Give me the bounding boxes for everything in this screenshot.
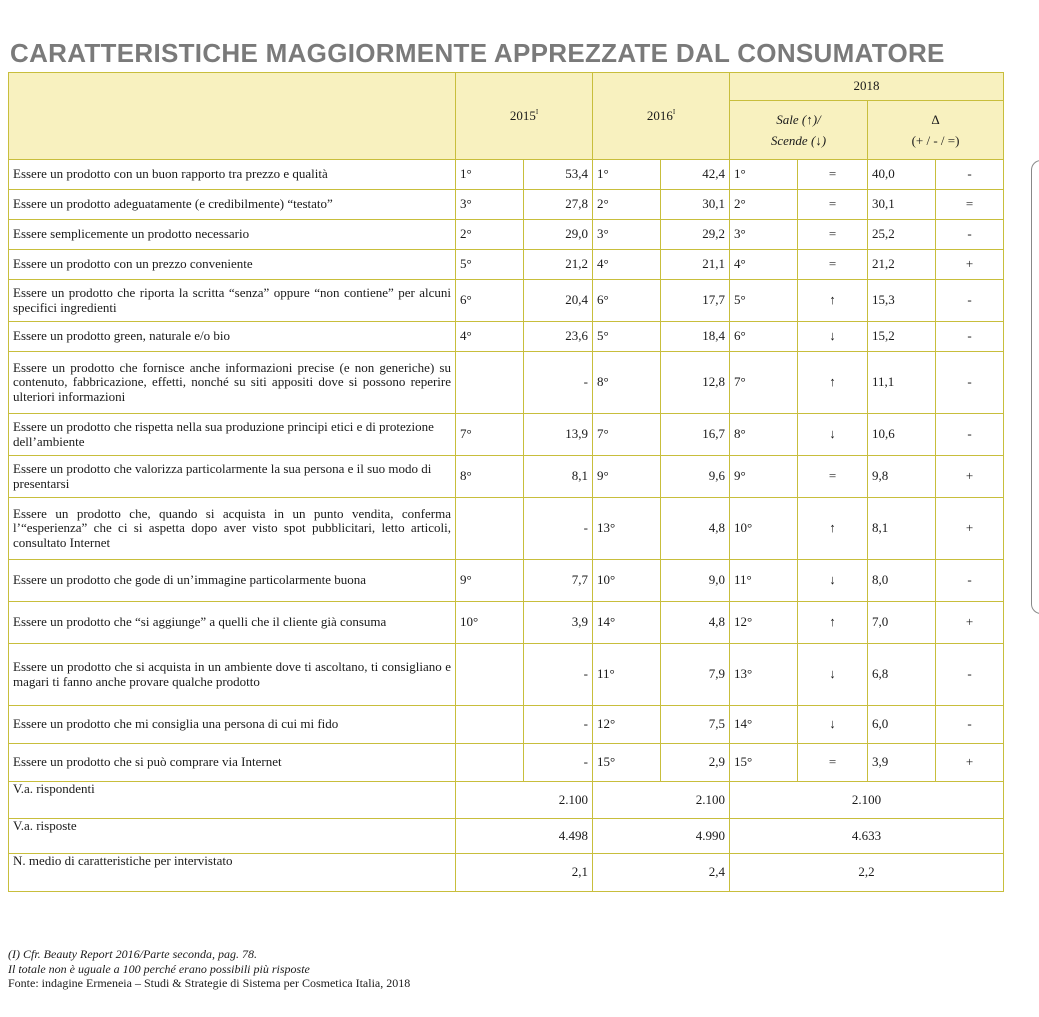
- feature-label: Essere un prodotto che rispetta nella sua produzione principi etici e di protezione dell’ambiente: [9, 414, 456, 456]
- value-2015: 21,2: [524, 250, 593, 280]
- value-2015: 27,8: [524, 190, 593, 220]
- rank-2015: 1°: [456, 160, 524, 190]
- delta-2018: -: [936, 414, 1004, 456]
- value-2015: 3,9: [524, 602, 593, 644]
- value-2018: 9,8: [868, 456, 936, 498]
- value-2018: 15,2: [868, 322, 936, 352]
- delta-2018: +: [936, 602, 1004, 644]
- rank-2016: 6°: [593, 280, 661, 322]
- value-2016: 4,8: [661, 602, 730, 644]
- rank-2016: 2°: [593, 190, 661, 220]
- rank-2016: 15°: [593, 744, 661, 782]
- delta-2018: +: [936, 250, 1004, 280]
- feature-label: Essere un prodotto con un prezzo conveniente: [9, 250, 456, 280]
- rank-2018: 10°: [730, 498, 798, 560]
- rank-2016: 13°: [593, 498, 661, 560]
- trend-2018: =: [798, 744, 868, 782]
- rank-2015: 9°: [456, 560, 524, 602]
- footnote-1: (I) Cfr. Beauty Report 2016/Parte seconda, pag. 78.: [8, 947, 257, 961]
- rank-2016: 12°: [593, 706, 661, 744]
- delta-2018: -: [936, 560, 1004, 602]
- rank-2018: 6°: [730, 322, 798, 352]
- source-note: Fonte: indagine Ermeneia – Studi & Strategie di Sistema per Cosmetica Italia, 2018: [8, 976, 411, 991]
- total-2016: 2,4: [593, 854, 730, 892]
- header-2018: 2018: [730, 73, 1004, 101]
- header-trend: Sale (↑)/ Scende (↓): [730, 101, 868, 160]
- rank-2016: 3°: [593, 220, 661, 250]
- rank-2016: 11°: [593, 644, 661, 706]
- characteristics-table: [8, 72, 1004, 892]
- value-2016: 42,4: [661, 160, 730, 190]
- rank-2016: 14°: [593, 602, 661, 644]
- rank-2015: 6°: [456, 280, 524, 322]
- value-2015: 53,4: [524, 160, 593, 190]
- value-2018: 7,0: [868, 602, 936, 644]
- rank-2018: 12°: [730, 602, 798, 644]
- table-row: [9, 414, 1004, 456]
- table-row: [9, 706, 1004, 744]
- total-2015: 2,1: [456, 854, 593, 892]
- table-row: [9, 190, 1004, 220]
- trend-2018: ↓: [798, 414, 868, 456]
- rank-2018: 7°: [730, 352, 798, 414]
- rank-2016: 4°: [593, 250, 661, 280]
- header-2016: $2016^I$: [593, 73, 730, 160]
- total-2016: 4.990: [593, 819, 730, 854]
- value-2015: 23,6: [524, 322, 593, 352]
- value-2016: 16,7: [661, 414, 730, 456]
- table-row: [9, 560, 1004, 602]
- value-2018: 10,6: [868, 414, 936, 456]
- rank-2016: 7°: [593, 414, 661, 456]
- value-2015: 29,0: [524, 220, 593, 250]
- rank-2018: 2°: [730, 190, 798, 220]
- value-2015: -: [524, 744, 593, 782]
- table-row: [9, 220, 1004, 250]
- value-2018: 21,2: [868, 250, 936, 280]
- footnote-2: Il totale non è uguale a 100 perché erano possibili più risposte: [8, 961, 310, 976]
- value-2018: 40,0: [868, 160, 936, 190]
- value-2015: -: [524, 498, 593, 560]
- table-row: [9, 498, 1004, 560]
- value-2018: 8,0: [868, 560, 936, 602]
- value-2018: 6,8: [868, 644, 936, 706]
- value-2015: -: [524, 706, 593, 744]
- rank-2016: 9°: [593, 456, 661, 498]
- table-title: CARATTERISTICHE MAGGIORMENTE APPREZZATE DAL CONSUMATORE: [10, 38, 945, 68]
- total-2018: 2,2: [730, 854, 1004, 892]
- trend-2018: =: [798, 160, 868, 190]
- trend-2018: ↑: [798, 352, 868, 414]
- value-2016: 7,5: [661, 706, 730, 744]
- value-2018: 11,1: [868, 352, 936, 414]
- value-2018: 30,1: [868, 190, 936, 220]
- total-2018: 4.633: [730, 819, 1004, 854]
- rank-2018: 4°: [730, 250, 798, 280]
- rank-2015: 7°: [456, 414, 524, 456]
- value-2015: -: [524, 352, 593, 414]
- feature-label: Essere un prodotto adeguatamente (e credibilmente) “testato”: [9, 190, 456, 220]
- feature-label: Essere un prodotto che valorizza particolarmente la sua persona e il suo modo di presentarsi: [9, 456, 456, 498]
- table-row: [9, 456, 1004, 498]
- table-row: [9, 352, 1004, 414]
- feature-label: Essere un prodotto che si acquista in un ambiente dove ti ascoltano, ti consigliano e magari ti fanno anche provare qualche prodotto: [9, 644, 456, 706]
- trend-2018: ↓: [798, 706, 868, 744]
- value-2016: 21,1: [661, 250, 730, 280]
- rank-2018: 15°: [730, 744, 798, 782]
- delta-2018: -: [936, 160, 1004, 190]
- table-row: [9, 602, 1004, 644]
- value-2018: 3,9: [868, 744, 936, 782]
- rank-2015: 5°: [456, 250, 524, 280]
- table-row: [9, 160, 1004, 190]
- rank-2018: 9°: [730, 456, 798, 498]
- feature-label: Essere un prodotto che si può comprare via Internet: [9, 744, 456, 782]
- feature-label: Essere un prodotto che, quando si acquista in un punto vendita, conferma l’“esperienza” che ci si aspetta dopo aver visto spot pubblicitari, letto articoli, consultato Internet: [9, 498, 456, 560]
- table-row: [9, 280, 1004, 322]
- value-2016: 17,7: [661, 280, 730, 322]
- rank-2015: [456, 498, 524, 560]
- delta-2018: +: [936, 744, 1004, 782]
- delta-2018: -: [936, 644, 1004, 706]
- totals-row: [9, 819, 1004, 854]
- feature-label: Essere semplicemente un prodotto necessario: [9, 220, 456, 250]
- feature-label: Essere un prodotto con un buon rapporto tra prezzo e qualità: [9, 160, 456, 190]
- rank-2018: 5°: [730, 280, 798, 322]
- header-delta: Δ (+ / - / =): [868, 101, 1004, 160]
- delta-2018: +: [936, 498, 1004, 560]
- trend-2018: =: [798, 456, 868, 498]
- trend-2018: ↑: [798, 498, 868, 560]
- value-2015: 13,9: [524, 414, 593, 456]
- value-2015: 7,7: [524, 560, 593, 602]
- feature-label: Essere un prodotto green, naturale e/o bio: [9, 322, 456, 352]
- value-2015: 20,4: [524, 280, 593, 322]
- totals-label: V.a. risposte: [9, 819, 456, 854]
- trend-2018: =: [798, 220, 868, 250]
- value-2016: 2,9: [661, 744, 730, 782]
- header-blank: [9, 73, 456, 160]
- value-2016: 4,8: [661, 498, 730, 560]
- value-2015: -: [524, 644, 593, 706]
- delta-2018: +: [936, 456, 1004, 498]
- trend-2018: ↓: [798, 322, 868, 352]
- value-2018: 25,2: [868, 220, 936, 250]
- rank-2018: 14°: [730, 706, 798, 744]
- rank-2018: 13°: [730, 644, 798, 706]
- rank-2016: 10°: [593, 560, 661, 602]
- rank-2016: 8°: [593, 352, 661, 414]
- rank-2015: [456, 744, 524, 782]
- feature-label: Essere un prodotto che mi consiglia una persona di cui mi fido: [9, 706, 456, 744]
- rank-2018: 8°: [730, 414, 798, 456]
- totals-label: V.a. rispondenti: [9, 782, 456, 819]
- side-bracket: [1031, 160, 1039, 614]
- table-row: [9, 250, 1004, 280]
- rank-2015: [456, 644, 524, 706]
- rank-2015: 4°: [456, 322, 524, 352]
- footnotes: [8, 947, 410, 991]
- rank-2016: 5°: [593, 322, 661, 352]
- header-2015: $2015^I$: [456, 73, 593, 160]
- feature-label: Essere un prodotto che gode di un’immagine particolarmente buona: [9, 560, 456, 602]
- rank-2015: 10°: [456, 602, 524, 644]
- rank-2016: 1°: [593, 160, 661, 190]
- rank-2018: 11°: [730, 560, 798, 602]
- delta-2018: -: [936, 220, 1004, 250]
- value-2016: 9,0: [661, 560, 730, 602]
- trend-2018: =: [798, 190, 868, 220]
- trend-2018: ↑: [798, 280, 868, 322]
- total-2018: 2.100: [730, 782, 1004, 819]
- table-row: [9, 322, 1004, 352]
- value-2016: 29,2: [661, 220, 730, 250]
- trend-2018: ↓: [798, 560, 868, 602]
- trend-2018: ↑: [798, 602, 868, 644]
- table-row: [9, 644, 1004, 706]
- delta-2018: -: [936, 280, 1004, 322]
- delta-2018: -: [936, 706, 1004, 744]
- value-2018: 8,1: [868, 498, 936, 560]
- total-2015: 4.498: [456, 819, 593, 854]
- value-2018: 6,0: [868, 706, 936, 744]
- feature-label: Essere un prodotto che riporta la scritta “senza” oppure “non contiene” per alcuni specifici ingredienti: [9, 280, 456, 322]
- rank-2018: 1°: [730, 160, 798, 190]
- rank-2015: [456, 706, 524, 744]
- value-2016: 7,9: [661, 644, 730, 706]
- value-2016: 9,6: [661, 456, 730, 498]
- totals-row: [9, 782, 1004, 819]
- rank-2015: 2°: [456, 220, 524, 250]
- rank-2015: 3°: [456, 190, 524, 220]
- trend-2018: =: [798, 250, 868, 280]
- value-2018: 15,3: [868, 280, 936, 322]
- value-2016: 30,1: [661, 190, 730, 220]
- feature-label: Essere un prodotto che fornisce anche informazioni precise (e non generiche) su contenuto, fabbricazione, effetti, nonché su siti appositi dove si possono reperire ulteriori informazioni: [9, 352, 456, 414]
- total-2015: 2.100: [456, 782, 593, 819]
- value-2016: 18,4: [661, 322, 730, 352]
- totals-row: [9, 854, 1004, 892]
- delta-2018: =: [936, 190, 1004, 220]
- value-2015: 8,1: [524, 456, 593, 498]
- rank-2015: [456, 352, 524, 414]
- table-row: [9, 744, 1004, 782]
- feature-label: Essere un prodotto che “si aggiunge” a quelli che il cliente già consuma: [9, 602, 456, 644]
- rank-2018: 3°: [730, 220, 798, 250]
- delta-2018: -: [936, 322, 1004, 352]
- delta-2018: -: [936, 352, 1004, 414]
- rank-2015: 8°: [456, 456, 524, 498]
- value-2016: 12,8: [661, 352, 730, 414]
- totals-label: N. medio di caratteristiche per intervistato: [9, 854, 456, 892]
- trend-2018: ↓: [798, 644, 868, 706]
- total-2016: 2.100: [593, 782, 730, 819]
